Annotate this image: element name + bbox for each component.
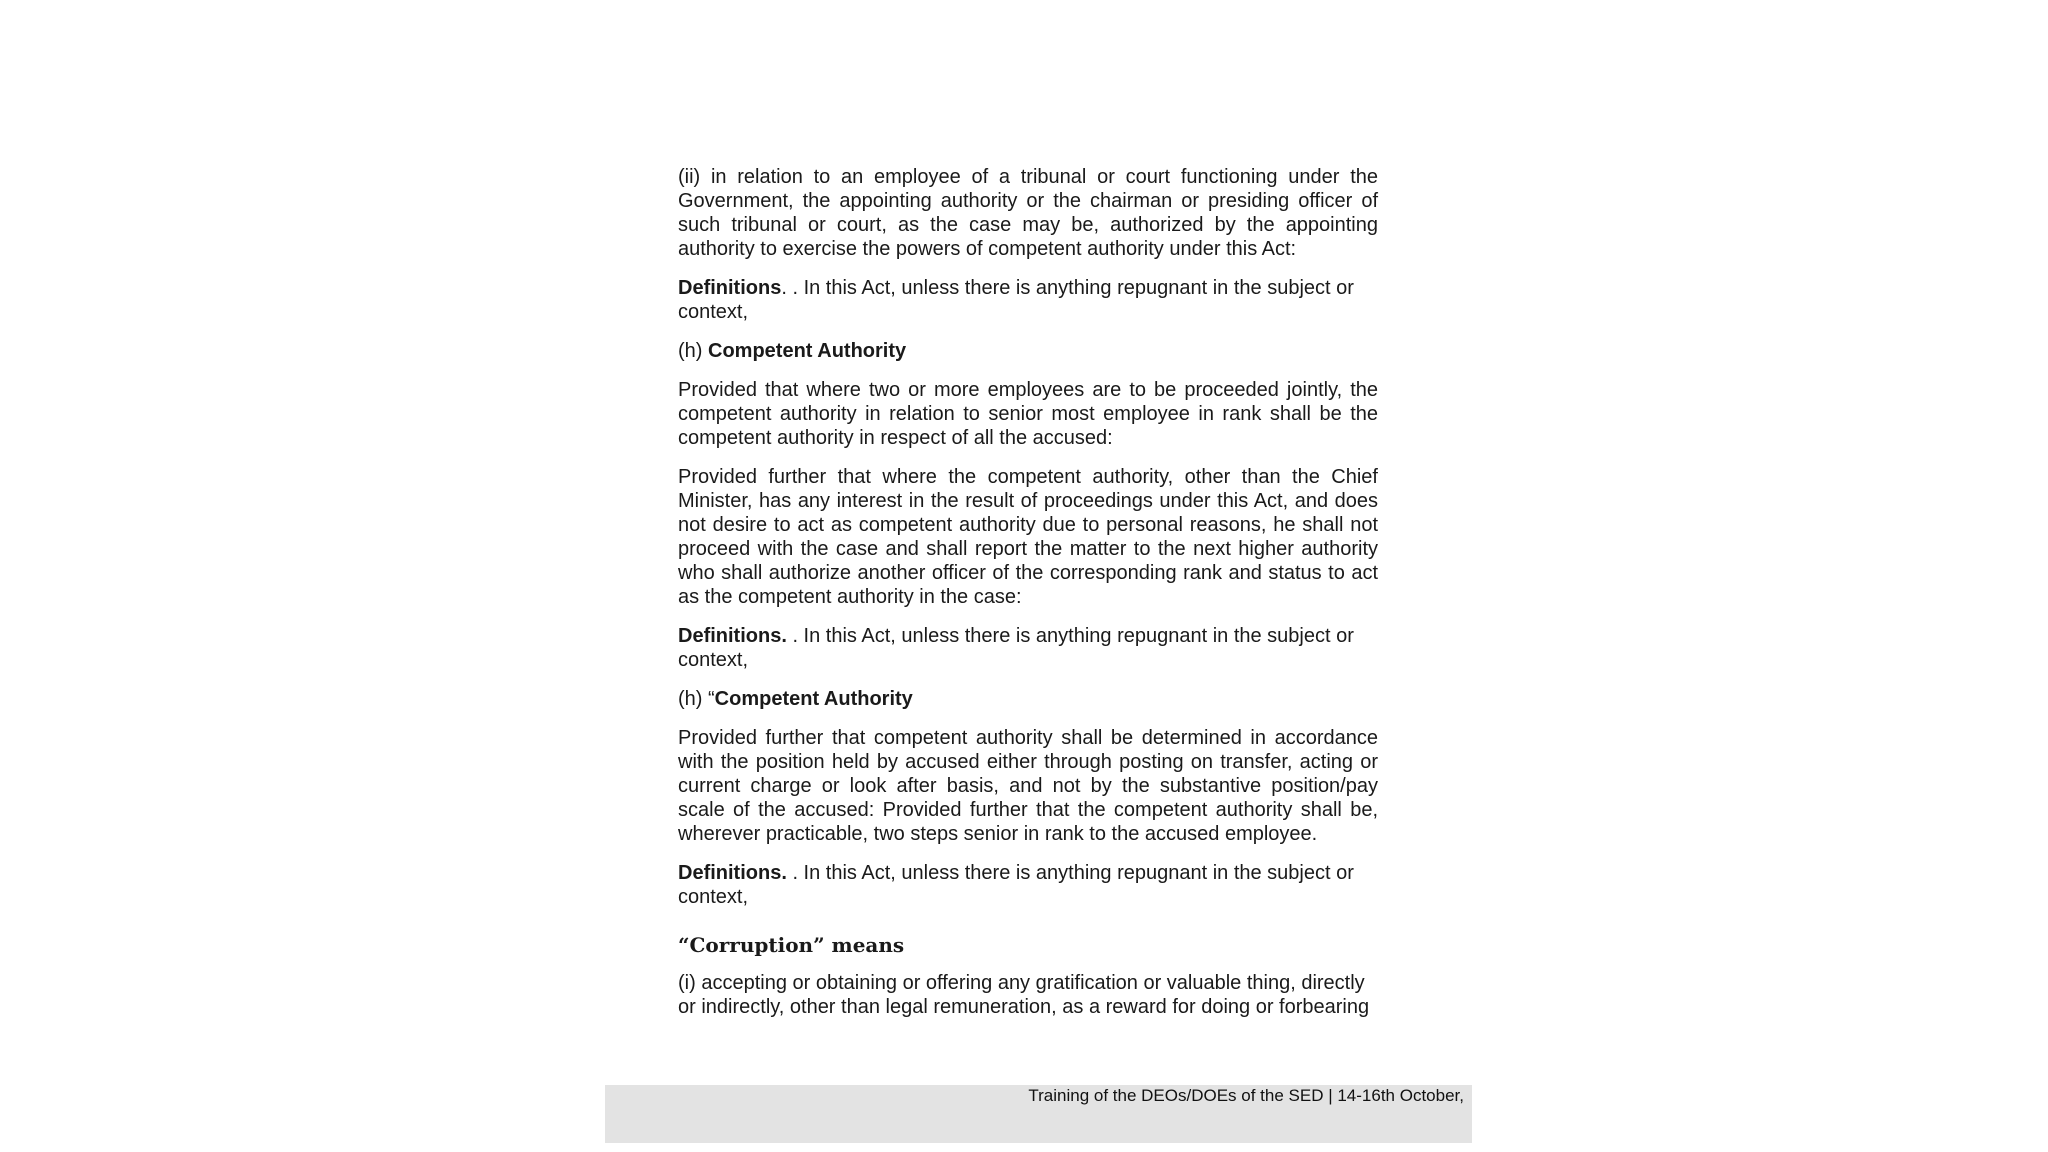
proviso-position-held: Provided further that competent authority shall be determined in accordance with the position held by accused either through posting on transfer, acting or current charge or look after basis, and not by the substantive position/pay scale of the accused: Provided further that the competent authority shall be, wherever practicable, two steps senior in rank to the accused employee.: [678, 727, 1378, 845]
definitions-text: . . In this Act, unless there is anything repugnant in the subject or context,: [678, 277, 1354, 323]
clause-h-competent-authority-2: [678, 687, 1378, 711]
footer-text: Training of the DEOs/DOEs of the SED | 14-16th October,: [1028, 1086, 1464, 1105]
clause-title: Competent Authority: [714, 688, 913, 710]
clause-title: Competent Authority: [708, 340, 907, 362]
paragraph-tribunal-employee: (ii) in relation to an employee of a tribunal or court functioning under the Government, the appointing authority or the chairman or presiding officer of such tribunal or court, as the case may be, authorized by the appointing authority to exercise the powers of competent authority under this Act:: [678, 166, 1378, 260]
proviso-personal-interest: Provided further that where the competent authority, other than the Chief Minister, has any interest in the result of proceedings under this Act, and does not desire to act as competent authority due to personal reasons, he shall not proceed with the case and shall report the matter to the next higher authority who shall authorize another officer of the corresponding rank and status to act as the competent authority in the case:: [678, 466, 1378, 608]
proviso-jointly-proceeded: Provided that where two or more employees are to be proceeded jointly, the competent authority in relation to senior most employee in rank shall be the competent authority in respect of all the accused:: [678, 379, 1378, 449]
document-body: [678, 165, 1378, 1034]
page-footer: [605, 1085, 1472, 1143]
definitions-label: Definitions: [678, 277, 782, 299]
corruption-heading: “Corruption” means: [678, 933, 905, 957]
corruption-clause-i: (i) accepting or obtaining or offering any gratification or valuable thing, directly or indirectly, other than legal remuneration, as a reward for doing or forbearing: [678, 972, 1370, 1018]
definitions-text: . In this Act, unless there is anything repugnant in the subject or context,: [678, 625, 1354, 671]
definitions-label: Definitions.: [678, 862, 787, 884]
definitions-label: Definitions.: [678, 625, 787, 647]
clause-prefix: (h) “: [678, 688, 715, 710]
clause-h-competent-authority-1: [678, 339, 1378, 363]
clause-prefix: (h): [678, 340, 708, 362]
definitions-text: . In this Act, unless there is anything repugnant in the subject or context,: [678, 862, 1354, 908]
definitions-paragraph-2: [678, 624, 1378, 672]
definitions-paragraph-1: [678, 276, 1378, 324]
definitions-paragraph-3: [678, 861, 1378, 909]
